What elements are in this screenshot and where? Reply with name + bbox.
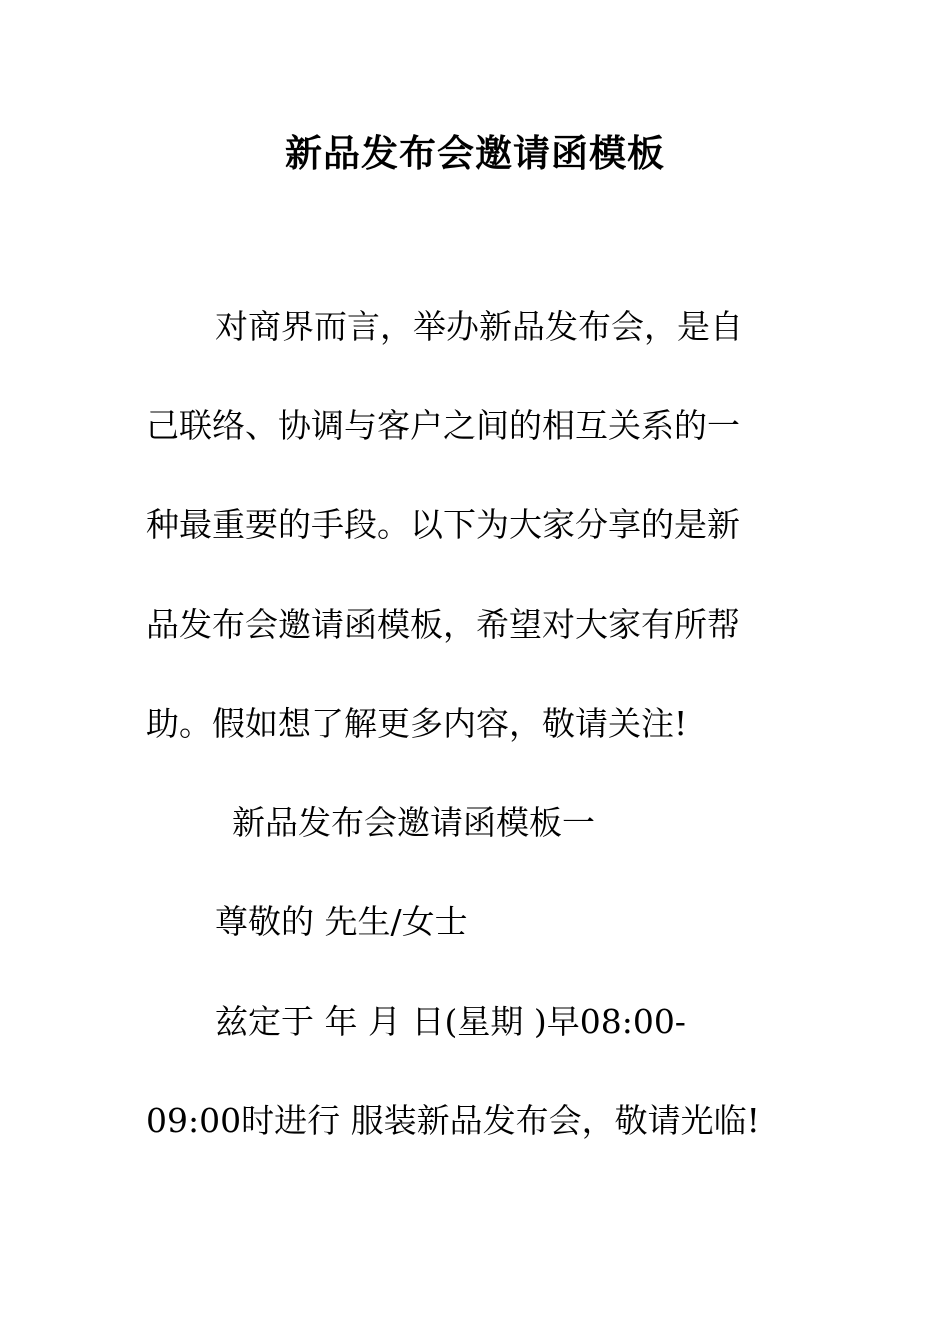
intro-line-1: 对商界而言，举办新品发布会，是自 — [215, 307, 743, 346]
body-line-2: 09:00时进行 服装新品发布会，敬请光临! — [146, 1101, 760, 1140]
salutation: 尊敬的 先生/女士 — [215, 902, 468, 941]
intro-line-5: 助。假如想了解更多内容，敬请关注! — [146, 704, 688, 743]
intro-line-2: 己联络、协调与客户之间的相互关系的一 — [146, 406, 740, 445]
section-heading: 新品发布会邀请函模板一 — [232, 803, 595, 842]
intro-line-4: 品发布会邀请函模板，希望对大家有所帮 — [146, 605, 740, 644]
body-line-1: 兹定于 年 月 日(星期 )早08:00- — [215, 1002, 686, 1041]
document-title: 新品发布会邀请函模板 — [285, 131, 665, 175]
intro-line-3: 种最重要的手段。以下为大家分享的是新 — [146, 505, 740, 544]
